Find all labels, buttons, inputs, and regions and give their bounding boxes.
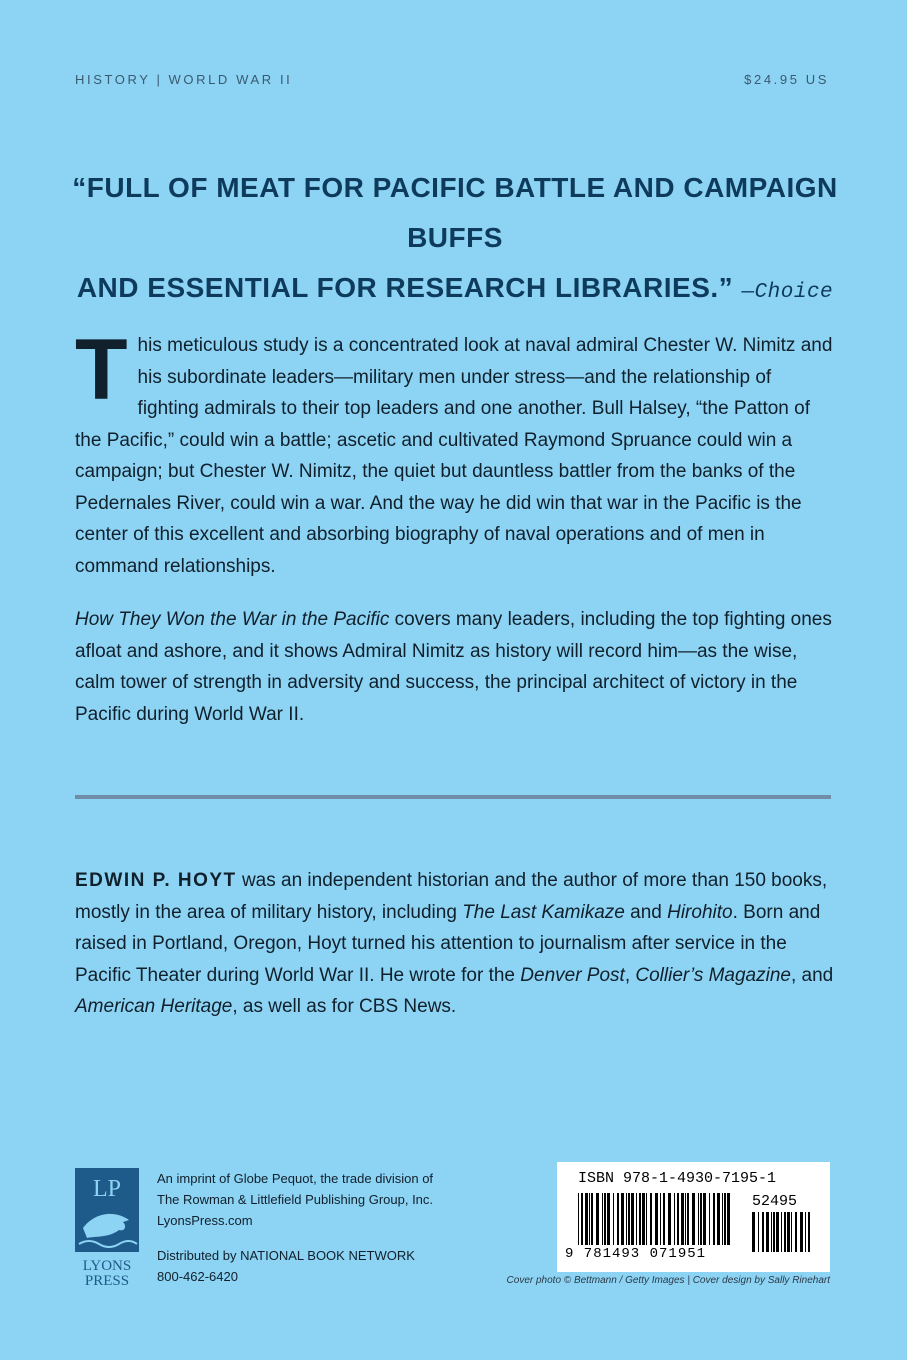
barcode-bar	[703, 1193, 706, 1245]
barcode-bar	[713, 1193, 715, 1245]
bio-text: and	[624, 901, 668, 923]
description-paragraph-1	[75, 322, 835, 582]
barcode-bar	[724, 1193, 726, 1245]
barcode-bar	[613, 1193, 614, 1245]
bio-text: , and	[790, 964, 834, 986]
barcode-bar	[655, 1193, 658, 1245]
barcode-bar	[752, 1212, 755, 1252]
barcode-bar	[668, 1193, 671, 1245]
book-the-last-kamikaze: The Last Kamikaze	[462, 901, 625, 923]
barcode-bar	[800, 1212, 803, 1252]
barcode-bar	[773, 1212, 775, 1252]
barcode-bar	[687, 1193, 689, 1245]
description	[75, 322, 835, 730]
logo-letters: LP	[92, 1176, 122, 1202]
pub-american-heritage: American Heritage	[75, 996, 233, 1017]
price-label: $24.95 US	[744, 72, 829, 87]
bio-text: ,	[624, 964, 636, 986]
category-label	[75, 72, 292, 87]
book-hirohito: Hirohito	[667, 901, 733, 923]
barcode-bar	[642, 1193, 645, 1245]
barcode-bar	[727, 1193, 730, 1245]
barcode-bar	[589, 1193, 590, 1245]
barcode-bar	[795, 1212, 797, 1252]
barcode-bar	[722, 1193, 723, 1245]
author-bio	[75, 865, 835, 1023]
barcode-bar	[771, 1212, 772, 1252]
barcode-bar	[805, 1212, 806, 1252]
barcode-bar	[700, 1193, 702, 1245]
barcode-bar	[631, 1193, 634, 1245]
barcode-bar	[766, 1212, 769, 1252]
quote-line-2	[70, 263, 840, 318]
publisher-website: LyonsPress.com	[157, 1213, 253, 1228]
barcode-bar	[685, 1193, 686, 1245]
barcode-bar	[791, 1212, 792, 1252]
barcode-bar	[787, 1212, 790, 1252]
barcode-bar	[776, 1212, 779, 1252]
lyons-press-logo	[75, 1168, 139, 1286]
barcode-bar	[717, 1193, 720, 1245]
description-text-1: his meticulous study is a concentrated look at naval admiral Chester W. Nimitz and his subordinate leaders—military men under stress—and the relationship of fighting admirals to their top leaders and one another. Bull Halsey, “the Patton of the Pacific,” could win a battle; ascetic and cultivated Raymond Spruance could win a campaign; but Chester W. Nimitz, the quiet but dauntless battler from the banks of the Pedernales River, could win a war. And the way he did win that war in the Pacific is the center of this excellent and absorbing biography of naval operations and of men in command relationships.	[75, 335, 833, 577]
barcode-bar	[646, 1193, 647, 1245]
barcode-bar	[628, 1193, 630, 1245]
distributor: Distributed by NATIONAL BOOK NETWORK	[157, 1248, 415, 1263]
barcode-bar	[581, 1193, 583, 1245]
imprint-info	[157, 1168, 433, 1231]
barcode-bar	[585, 1193, 588, 1245]
barcode-bar	[674, 1193, 675, 1245]
pub-colliers: Collier’s Magazine	[635, 964, 791, 986]
barcode-price-code: 52495	[752, 1193, 798, 1210]
logo-name-press: PRESS	[84, 1273, 130, 1286]
author-name: EDWIN P. HOYT	[75, 870, 237, 891]
barcode-bar	[758, 1212, 759, 1252]
barcode-bar	[621, 1193, 624, 1245]
barcode-bar	[784, 1212, 786, 1252]
description-text-2: covers many leaders, including the top fighting ones afloat and ashore, and it shows Admiral Nimitz as history will record him—as the wise, calm tower of strength in adversity and success, the principal architect of victory in the Pacific during World War II.	[75, 609, 832, 725]
barcode-bar	[626, 1193, 627, 1245]
barcode-bar	[681, 1193, 684, 1245]
barcode-bar	[636, 1193, 637, 1245]
distribution-info	[157, 1245, 415, 1287]
barcode-bar	[660, 1193, 661, 1245]
barcode-bar	[602, 1193, 603, 1245]
category-wwii: WORLD WAR II	[168, 72, 293, 87]
imprint-line-1: An imprint of Globe Pequot, the trade division of	[157, 1171, 434, 1186]
barcode-bar	[596, 1193, 599, 1245]
barcode-bar	[650, 1193, 652, 1245]
book-title: How They Won the War in the Pacific	[75, 609, 390, 630]
imprint-line-2: The Rowman & Littlefield Publishing Group, Inc.	[157, 1192, 434, 1207]
dropcap: T	[75, 322, 128, 418]
ean-barcode	[578, 1193, 730, 1245]
cover-credits: Cover photo © Bettmann / Getty Images | Cover design by Sally Rinehart	[506, 1275, 830, 1286]
pub-denver-post: Denver Post	[520, 964, 625, 986]
category-separator: |	[156, 72, 163, 87]
barcode-bar	[663, 1193, 665, 1245]
publisher-phone: 800-462-6420	[157, 1269, 238, 1284]
bio-text: , as well as for CBS News.	[232, 996, 457, 1017]
quote-attribution: —Choice	[741, 281, 834, 304]
barcode-bar	[578, 1193, 579, 1245]
barcode-bar	[591, 1193, 593, 1245]
logo-name-lyons: LYONS	[82, 1258, 132, 1274]
bio-text: was an independent historian and the author of more than 150 books, mostly in the area of military history, including	[75, 870, 828, 923]
barcode-bar	[692, 1193, 695, 1245]
isbn-number: ISBN 978-1-4930-7195-1	[578, 1170, 777, 1187]
quote-line-2-text: AND ESSENTIAL FOR RESEARCH LIBRARIES.”	[76, 272, 734, 303]
barcode-bar	[607, 1193, 610, 1245]
barcode-bar	[709, 1193, 710, 1245]
barcode-bar	[639, 1193, 641, 1245]
barcode-bar	[762, 1212, 764, 1252]
barcode-bar	[604, 1193, 606, 1245]
quote-line-1: “FULL OF MEAT FOR PACIFIC BATTLE AND CAMPAIGN BUFFS	[72, 172, 838, 253]
barcode-digits: 9 781493 071951	[565, 1246, 707, 1262]
barcode-bar	[781, 1212, 782, 1252]
description-paragraph-2	[75, 604, 835, 730]
addon-barcode	[752, 1212, 814, 1252]
review-quote	[70, 163, 840, 318]
barcode-bar	[808, 1212, 810, 1252]
barcode-bar	[698, 1193, 699, 1245]
category-history: HISTORY	[75, 72, 151, 87]
section-divider	[75, 795, 831, 799]
barcode-bar	[677, 1193, 679, 1245]
bio-text: . Born and raised in Portland, Oregon, Hoyt turned his attention to journalism after service in the Pacific Theater during World War II. He wrote for the	[75, 901, 821, 986]
barcode-bar	[617, 1193, 619, 1245]
